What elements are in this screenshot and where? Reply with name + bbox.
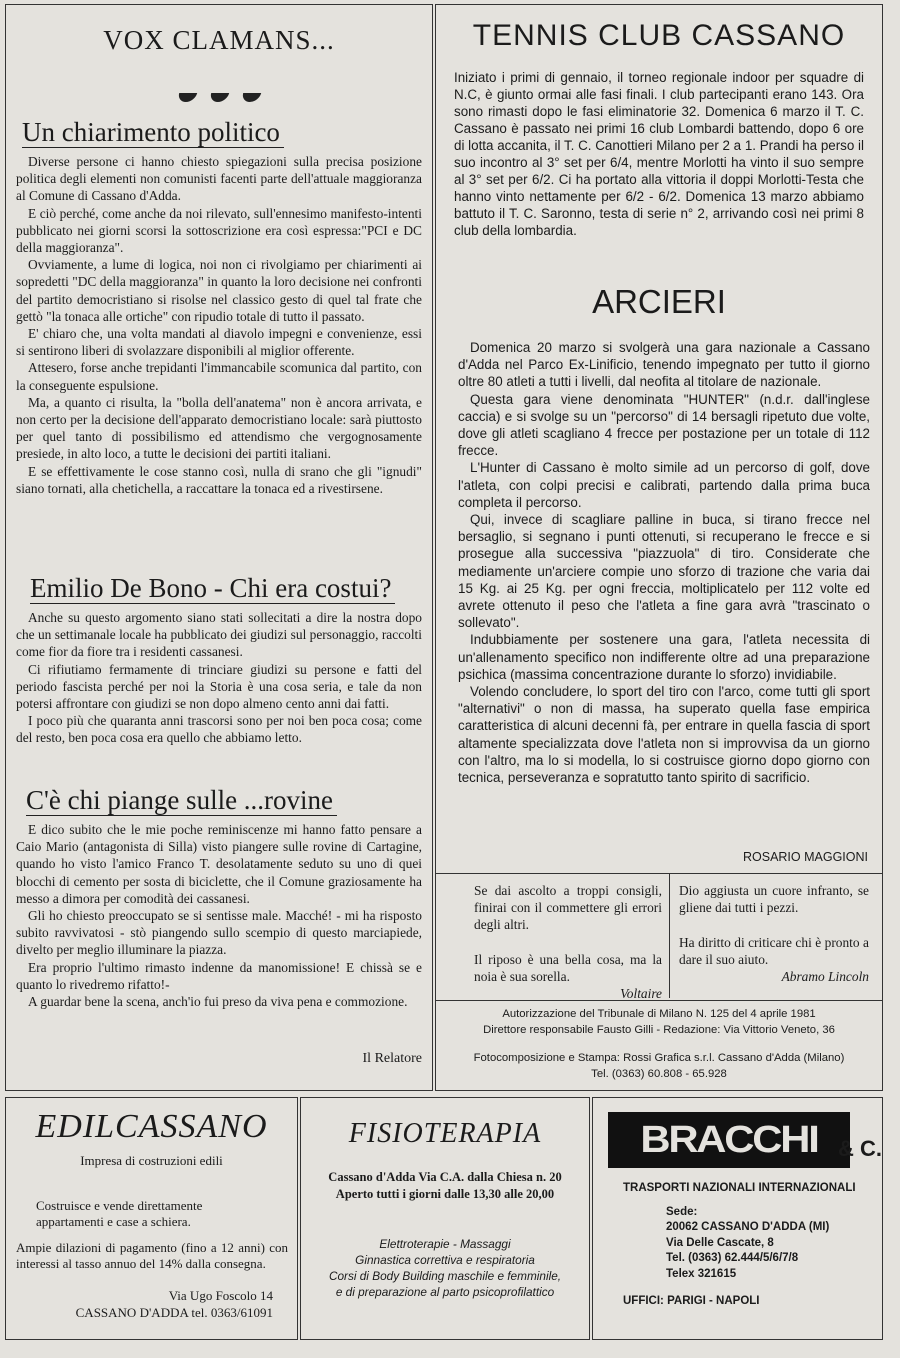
arcieri-title: ARCIERI	[592, 283, 726, 320]
address-line: Tel. (0363) 62.444/5/6/7/8	[666, 1252, 799, 1264]
tennis-title: TENNIS CLUB CASSANO	[472, 19, 846, 52]
quote-left	[474, 882, 662, 1002]
ad-line: Cassano d'Adda Via C.A. dalla Chiesa n. 20	[328, 1170, 562, 1184]
ad-fisioterapia	[300, 1097, 590, 1340]
paragraph: Ma, a quanto ci risulta, la "bolla dell'anatema" non è ancora arrivata, e non certo per la decisione dell'apparato democristiano locale: sarà piuttosto per quel tanto di possibilismo ed attendismo che vergognosamente presiede, in alto loco, a tutte le decisioni dei partiti italiani.	[16, 394, 422, 462]
address-line: Via Delle Cascate, 8	[666, 1236, 774, 1249]
ad-text: Ampie dilazioni di pagamento (fino a 12 anni) con interessi al tasso annuo del 14% dalla consegna.	[16, 1240, 288, 1271]
ad-tagline: Impresa di costruzioni edili	[80, 1153, 223, 1168]
right-column	[435, 4, 883, 1091]
paragraph: Questa gara viene denominata "HUNTER" (n.d.r. dall'inglese caccia) e si svolge su un "percorso" di 14 bersagli ripetuto due volte, dove gli atleti scagliano 4 frecce per postazione per un totale di 112 frecce.	[458, 391, 870, 459]
ad-bracchi	[592, 1097, 883, 1340]
sede-label: Sede:	[666, 1206, 698, 1218]
ad-address	[666, 1220, 829, 1282]
article-political	[16, 117, 422, 497]
paragraph: I poco più che quaranta anni trascorsi sono per noi ben poca cosa; come del resto, ben poca cosa era quello che abbiamo letto.	[16, 713, 422, 746]
tennis-text: Iniziato i primi di gennaio, il torneo regionale indoor per squadre di N.C, è giunto ormai alle fasi finali. I club partecipanti erano 143. Ora sono rimasti dopo le fasi eliminatorie 32. Domenica 6 marzo il T. C. Cassano è passato nei primi 16 club Lombardi battendo, dopo 6 ore di lotta accanita, il T. C. Canottieri Milano per 2 a 1. Prandi ha perso il suo incontro al 3° set per 6/4, mentre Morlotti ha vinto il suo sempre al 3° set per 6/2. Ci ha portato alla vittoria il doppi Morlotti-Testa che hanno vinto nettamente per 6/2 - 6/2. Domenica 13 marzo abbiamo battuto il T. C. Saronno, testa di serie n° 2, arrivando così nei primi 8 club della lombardia.	[454, 70, 864, 238]
paragraph: E' chiaro che, una volta mandati al diavolo impegni e convenienze, essi si sentirono liberi di svolazzare disponibili al miglior offerente.	[16, 326, 422, 359]
ad-address: Via Ugo Foscolo 14	[168, 1288, 273, 1303]
cup-icon	[209, 93, 229, 102]
address-line: Telex 321615	[666, 1267, 737, 1280]
article-title: Un chiarimento politico	[22, 117, 284, 148]
cup-icon	[177, 93, 197, 102]
article-title: C'è chi piange sulle ...rovine	[26, 785, 337, 816]
ad-brand: EDILCASSANO	[35, 1108, 268, 1145]
quote-author: Abramo Lincoln	[781, 969, 869, 984]
paragraph: A guardar bene la scena, anch'io fui preso da viva pena e commozione.	[28, 994, 408, 1010]
arcieri-author: ROSARIO MAGGIONI	[742, 850, 868, 864]
signature: Il Relatore	[362, 1051, 422, 1066]
paragraph: Attesero, forse anche trepidanti l'immancabile scomunica dal partito, con la conseguente espulsione.	[16, 360, 422, 393]
paragraph: Ovviamente, a lume di logica, noi non ci rivolgiamo per chiarimenti ai sopredetti "DC della maggioranza" in quanto la loro decisione nei confronti del partito democristiano si risolse nel classico gesto di quel tal frate che gettò "la tonaca alle ortiche" con ripudio totale di tutto il passato.	[16, 257, 422, 324]
paragraph: E ciò perché, come anche da noi rilevato, sull'ennesimo manifesto-intenti pubblicato nei giorni scorsi la sottoscrizione era così espressa:"PCI e DC della maggioranza".	[16, 205, 422, 256]
paragraph: Qui, invece di scagliare palline in buca, si tirano frecce nel bersaglio, si segnano i punti ottenuti, si recuperano le frecce e si prosegue alla successiva "piazzuola" di tiro. Considerate che mediamente un'arciere compie uno sforzo di trazione che varia dai 15 Kg. ai 25 Kg. per ogni freccia, moltiplicatelo per 112 volte ed avrete ottenuto il peso che l'atleta a fine gara avrà "trascinato o sollevato".	[458, 512, 870, 631]
article-rovine	[16, 785, 422, 1010]
quote-author: Voltaire	[620, 986, 662, 1001]
quote-right	[679, 882, 869, 985]
article-title: Emilio De Bono - Chi era costui?	[30, 573, 395, 604]
masthead: VOX CLAMANS...	[103, 25, 335, 55]
logo-text: BRACCHI	[608, 1112, 850, 1168]
paragraph: Domenica 20 marzo si svolgerà una gara nazionale a Cassano d'Adda nel Parco Ex-Linificio, tenendo impegnato per tutto il giorno oltre 80 atleti a tutti i livelli, dal neofita al titolare de nazionale.	[458, 340, 870, 390]
quotes-divider	[669, 874, 670, 998]
paragraph: L'Hunter di Cassano è molto simile ad un percorso di golf, dove l'atleta, con colpi precisi e calibrati, partendo dalla prima buca completa il percorso.	[458, 460, 870, 510]
ad-edilcassano	[5, 1097, 298, 1340]
ad-tagline: TRASPORTI NAZIONALI INTERNAZIONALI	[623, 1182, 856, 1194]
offices: UFFICI: PARIGI - NAPOLI	[623, 1295, 760, 1307]
service-line: Corsi di Body Building maschile e femminile,	[328, 1269, 562, 1283]
quote: Il riposo è una bella cosa, ma la noia è sua sorella.	[474, 952, 662, 984]
bracchi-logo	[608, 1112, 828, 1168]
service-line: e di preparazione al parto psicoprofilattico	[335, 1285, 555, 1299]
arcieri-article	[458, 339, 870, 786]
paragraph: Gli ho chiesto preoccupato se si sentisse male. Macché! - mi ha risposto subito ravvivatosi - stò piangendo sullo scempio di questo marciapiede, divelto per meglio illuminare la piazza.	[16, 908, 422, 958]
paragraph: Era proprio l'ultimo rimasto indenne da manomissione! E chissà se e quanto lo rivedremo rifatto!-	[16, 959, 422, 992]
logo-suffix: & C.	[838, 1136, 882, 1161]
colophon	[436, 1006, 882, 1082]
paragraph: Indubbiamente per sostenere una gara, l'atleta necessita di un'allenamento specifico non indifferente oltre ad una preparazione psichica (massima concentrazione durante lo sforzo) invidiabile.	[458, 632, 870, 682]
address-line: 20062 CASSANO D'ADDA (MI)	[666, 1221, 830, 1233]
colophon-line: Fotocomposizione e Stampa: Rossi Grafica s.r.l. Cassano d'Adda (Milano)	[473, 1052, 845, 1064]
paragraph: Anche su questo argomento siano stati sollecitati a dire la nostra dopo che un settimanale locale ha pubblicato dei giudizi sul personaggio, raccolti come fior da fiore tra i residenti cassanesi.	[16, 610, 422, 660]
paragraph: E se effettivamente le cose stanno così, nulla di srano che gli "ignudi" siano tornati, alla chetichella, a raccattare la tonaca ed a rivestirsene.	[16, 463, 422, 496]
ad-brand: FISIOTERAPIA	[348, 1118, 542, 1149]
ad-text: Costruisce e vende direttamente appartamenti e case a schiera.	[36, 1198, 203, 1229]
cups-ornament-icon	[6, 89, 432, 107]
paragraph: Volendo concludere, lo sport del tiro con l'arco, come tutti gli sport "alternativi" o non di massa, ha superato quella fase empirica caratteristica di alcuni decenni fà, per entrare in quella fascia di sport altamente specializzata dove l'atleta non si improvvisa da un giorno con l'altro, ma lo si modella, lo si costruisce giorno dopo giorno con tecnica, perseveranza e sopratutto tanto spirito di sacrificio.	[458, 684, 870, 786]
quote: Se dai ascolto a troppi consigli, finirai con il commettere gli errori degli altri.	[474, 883, 662, 932]
quote: Ha diritto di criticare chi è pronto a dare il suo aiuto.	[679, 935, 869, 967]
ad-line: Aperto tutti i giorni dalle 13,30 alle 20,00	[335, 1187, 555, 1201]
paragraph: Ci rifiutiamo fermamente di trinciare giudizi su persone e fatti del periodo fascista perché per noi la Storia è una cosa seria, e tale da non potersi affrontare con giudizi se non dopo almeno cento anni dai fatti.	[16, 661, 422, 712]
colophon-line: Tel. (0363) 60.808 - 65.928	[591, 1068, 727, 1080]
left-column	[5, 4, 433, 1091]
colophon-line: Autorizzazione del Tribunale di Milano N. 125 del 4 aprile 1981	[502, 1008, 816, 1020]
cup-icon	[241, 93, 261, 102]
service-line: Ginnastica correttiva e respiratoria	[355, 1253, 535, 1267]
ad-services	[301, 1236, 589, 1300]
colophon-line: Direttore responsabile Fausto Gilli - Redazione: Via Vittorio Veneto, 36	[483, 1024, 835, 1036]
ad-city: CASSANO D'ADDA tel. 0363/61091	[75, 1305, 273, 1320]
quote: Dio aggiusta un cuore infranto, se gliene dai tutti i pezzi.	[679, 883, 869, 915]
quotes-box	[436, 873, 882, 1001]
paragraph: Diverse persone ci hanno chiesto spiegazioni sulla precisa posizione politica degli elementi non comunisti facenti parte dell'attuale maggioranza al Comune di Cassano d'Adda.	[16, 154, 422, 204]
service-line: Elettroterapie - Massaggi	[379, 1237, 511, 1251]
paragraph: E dico subito che le mie poche reminiscenze mi hanno fatto pensare a Caio Mario (antagonista di Silla) visto piangere sulle rovine di Cartagine, quando ho visto l'amico Franco T. desolatamente seduto su uno di quei blocchi di cemento per sosta di biciclette, che il Comune graziosamente ha messo a dimora per comodità dei cassanesi.	[16, 822, 422, 906]
article-de-bono	[16, 573, 422, 747]
